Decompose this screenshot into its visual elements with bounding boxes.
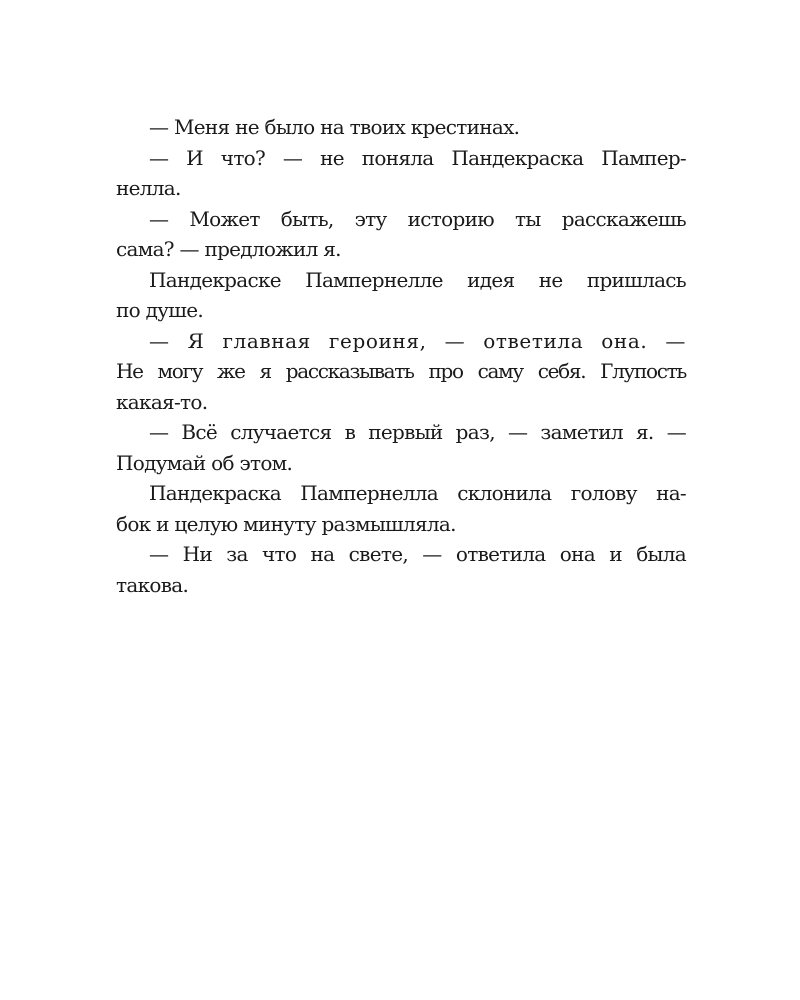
- text-line: какая-то.: [116, 390, 208, 414]
- text-line: такова.: [116, 573, 189, 597]
- text-line: — Я главная героиня, — ответила она. —: [149, 329, 686, 353]
- text-line: нелла.: [116, 176, 181, 200]
- text-line: — Ни за что на свете, — ответила она и была: [149, 542, 686, 566]
- text-line: — И что? — не поняла Пандекраска Пампер-: [149, 146, 686, 170]
- text-line: Подумай об этом.: [116, 451, 293, 475]
- text-line: бок и целую минуту размышляла.: [116, 512, 456, 536]
- text-line: Пандекраска Пампернелла склонила голову на-: [149, 481, 686, 505]
- text-line: Пандекраске Пампернелле идея не пришлась: [149, 268, 686, 292]
- text-line: Не могу же я рассказывать про саму себя. Глупость: [116, 359, 686, 383]
- text-line: — Меня не было на твоих крестинах.: [149, 115, 520, 139]
- text-line: — Всё случается в первый раз, — заметил я. —: [149, 420, 686, 444]
- text-line: сама? — предложил я.: [116, 237, 341, 261]
- text-line: — Может быть, эту историю ты расскажешь: [149, 207, 686, 231]
- text-line: по душе.: [116, 298, 203, 322]
